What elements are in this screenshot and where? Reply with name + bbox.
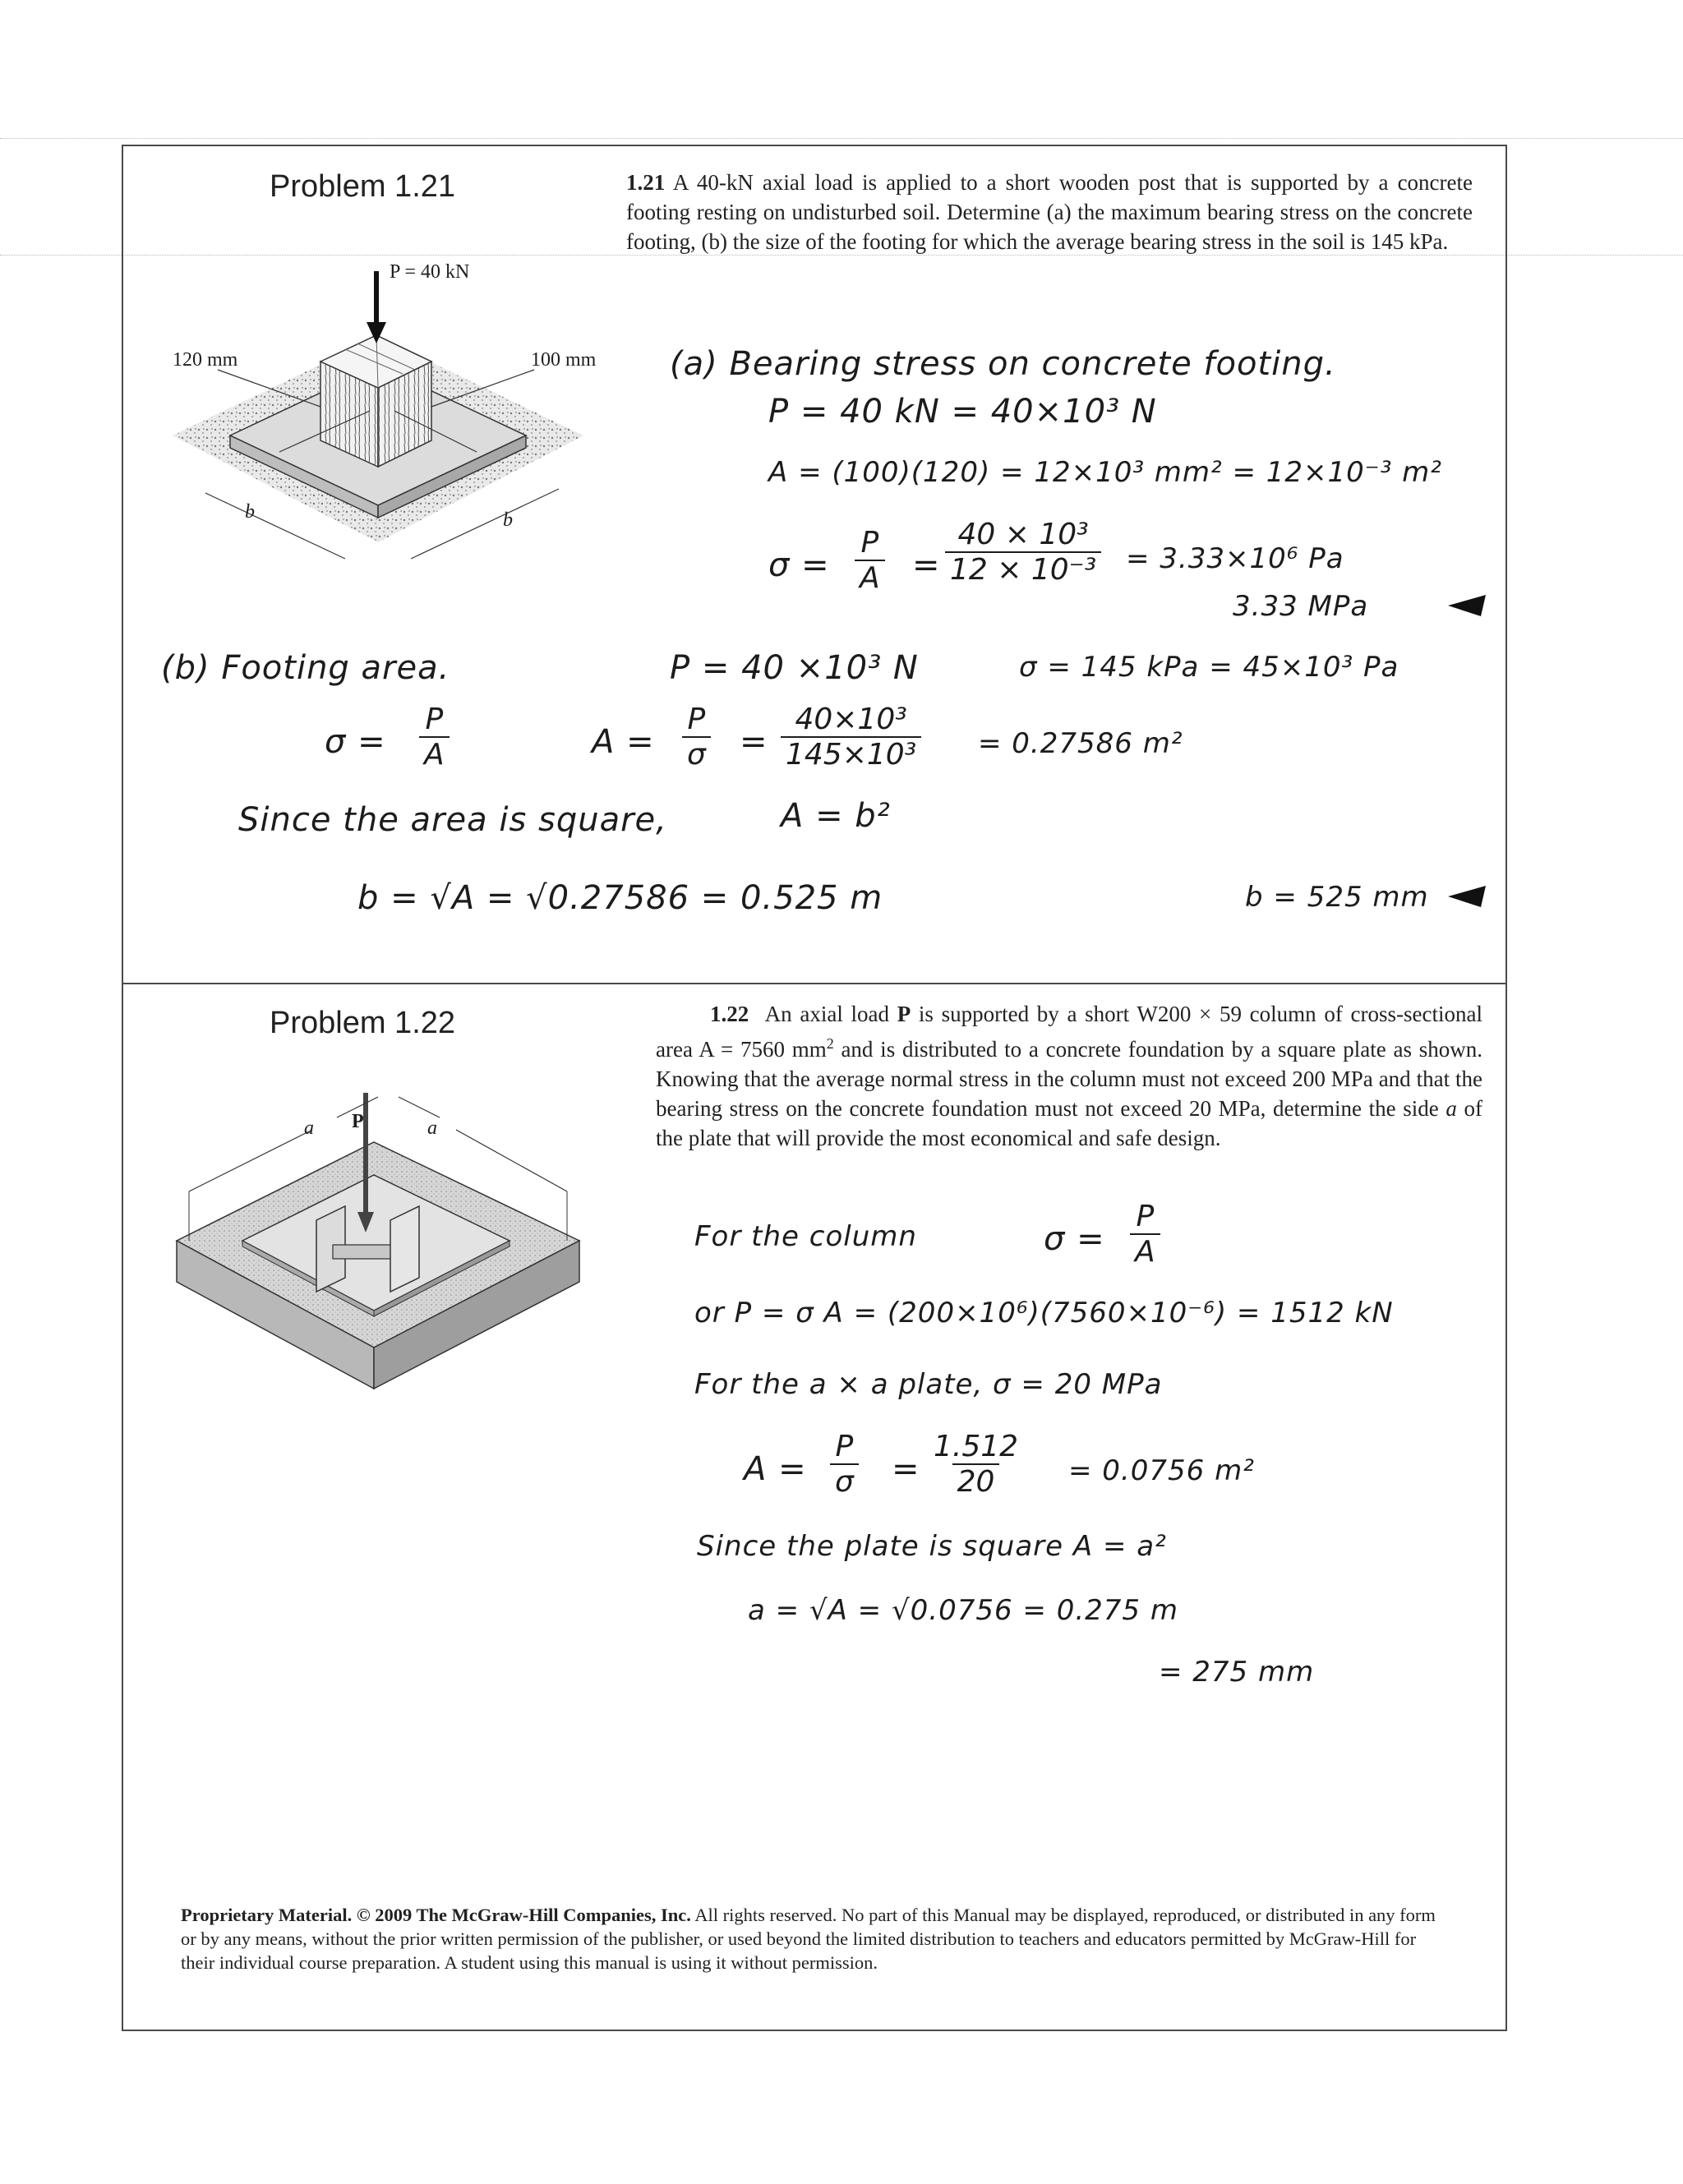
statement-superscript: 2 — [826, 1035, 834, 1052]
solution-121-b-frac2 — [682, 703, 711, 772]
frac-denominator: 145×10³ — [781, 736, 921, 772]
solution-121-b-answer: b = 525 mm — [1245, 881, 1429, 914]
solution-122-plate-label: For the a × a plate, σ = 20 MPa — [694, 1368, 1163, 1401]
frac-denominator: A — [855, 560, 885, 595]
solution-121-a-answer: 3.33 MPa — [1233, 590, 1369, 623]
solution-121-b-load: P = 40 ×10³ N — [670, 649, 919, 687]
solution-121-a-frac1 — [855, 526, 885, 595]
copyright-footer — [181, 1903, 1438, 1974]
frac-numerator: 40 × 10³ — [957, 518, 1089, 551]
figure-121-side-right: b — [503, 509, 513, 531]
figure-121-dim-left: 120 mm — [173, 349, 238, 371]
solution-121-b-eq1: = — [740, 723, 768, 761]
solution-121-a-frac2 — [945, 518, 1101, 587]
footer-bold: Proprietary Material. © 2009 The McGraw-Hill Companies, Inc. — [181, 1905, 691, 1925]
solution-122-col-p: or P = σ A = (200×10⁶)(7560×10⁻⁶) = 1512 kN — [694, 1297, 1394, 1329]
solution-121-b-area-eq: A = b² — [781, 797, 891, 835]
solution-121-a-title: (a) Bearing stress on concrete footing. — [670, 345, 1336, 383]
answer-arrow-icon — [1448, 593, 1487, 618]
solution-122-plate-answer: = 275 mm — [1159, 1656, 1315, 1689]
column-flange-right — [390, 1206, 419, 1292]
figure-122-side-left: a — [304, 1117, 314, 1139]
figure-121-load-label: P = 40 kN — [390, 261, 470, 283]
figure-121-post-footing — [156, 247, 616, 592]
solution-122-plate-area-lhs: A = — [744, 1450, 807, 1488]
problem-122-number: 1.22 — [710, 1002, 749, 1026]
statement-part: is supported by a short W200 × 59 column of cross-sectional area A = 7560 mm — [656, 1002, 1482, 1062]
statement-part: and is distributed to a concrete foundation by a square plate as shown. Knowing that the average normal stress in the column must not exceed 200 MPa and that the bearing stress on the concrete foundation must not exceed 20 MPa, determine the side — [656, 1037, 1482, 1121]
frac-denominator: σ — [830, 1463, 859, 1499]
solution-122-col-frac — [1130, 1200, 1160, 1269]
solution-122-plate-frac2 — [929, 1430, 1023, 1499]
solution-121-b-sigma: σ = 145 kPa = 45×10³ Pa — [1019, 651, 1399, 684]
frac-denominator: A — [1130, 1233, 1160, 1269]
solution-121-b-frac3 — [781, 703, 921, 772]
column-web — [333, 1245, 394, 1259]
solution-121-b-result: = 0.27586 m² — [978, 727, 1183, 760]
frac-denominator: σ — [682, 736, 711, 772]
statement-side-symbol: a — [1446, 1096, 1457, 1121]
frac-numerator: P — [860, 526, 879, 560]
problem-121-statement-text: A 40-kN axial load is applied to a short wooden post that is supported by a concrete footing resting on undisturbed soil. Determine (a) the maximum bearing stress on the concrete footing, (b) the size of the footing for which the average bearing stress in the soil is 145 kPa. — [626, 170, 1473, 254]
problem-122-statement — [656, 999, 1482, 1153]
frac-numerator: P — [687, 703, 706, 736]
solution-121-b-square: Since the area is square, — [238, 801, 667, 839]
solution-122-plate-eq1: = — [892, 1450, 920, 1488]
solution-121-b-sigma-lhs: σ = — [325, 723, 386, 761]
footer-text: All rights reserved. No part of this Manual may be displayed, reproduced, or distributed in any form or by any means, without the prior written permission of the publisher, or used beyond the limited distribution to teachers and educators permitted by McGraw-Hill for their individual course preparation. A student using this manual is using it without permission. — [181, 1905, 1436, 1973]
figure-121-side-left: b — [245, 501, 255, 523]
solution-122-plate-frac1 — [830, 1430, 859, 1499]
problem-121-number: 1.21 — [626, 170, 666, 195]
solution-121-b-title: (b) Footing area. — [161, 649, 450, 687]
solution-122-plate-square: Since the plate is square A = a² — [697, 1530, 1167, 1563]
statement-load-symbol: P — [897, 1002, 911, 1026]
solution-121-a-area: A = (100)(120) = 12×10³ mm² = 12×10⁻³ m² — [768, 456, 1442, 489]
solution-121-a-result: = 3.33×10⁶ Pa — [1126, 542, 1344, 575]
scan-line-top — [0, 138, 1683, 139]
solution-121-a-sigma-lhs: σ = — [768, 546, 830, 584]
statement-part: An axial load — [764, 1002, 897, 1026]
figure-121-dim-right: 100 mm — [531, 349, 597, 371]
solution-122-col-sigma-lhs: σ = — [1044, 1220, 1105, 1258]
solution-121-a-eq1: = — [912, 546, 941, 584]
figure-122-side-right: a — [427, 1117, 437, 1139]
frac-numerator: P — [1136, 1200, 1155, 1233]
figure-122-load-label: P — [352, 1111, 364, 1132]
statement-part: of the plate that will provide the most economical and safe design. — [656, 1096, 1483, 1150]
solution-122-col-label: For the column — [694, 1220, 917, 1253]
frac-denominator: 20 — [952, 1463, 1000, 1499]
problem-121-heading: Problem 1.21 — [270, 169, 456, 204]
frac-numerator: P — [835, 1430, 854, 1463]
solution-121-a-load: P = 40 kN = 40×10³ N — [768, 393, 1157, 431]
frac-numerator: P — [425, 703, 444, 736]
solution-121-b-area-lhs: A = — [592, 723, 655, 761]
answer-arrow-icon — [1448, 884, 1487, 909]
frac-denominator: 12 × 10⁻³ — [945, 551, 1101, 587]
frac-denominator: A — [419, 736, 450, 772]
frac-numerator: 1.512 — [934, 1430, 1019, 1463]
solution-121-b-frac1 — [419, 703, 450, 772]
figure-122-column-plate — [168, 1076, 596, 1405]
problem-divider — [122, 983, 1507, 984]
frac-numerator: 40×10³ — [795, 703, 907, 736]
solution-121-b-root: b = √A = √0.27586 = 0.525 m — [357, 879, 883, 917]
problem-122-heading: Problem 1.22 — [270, 1006, 456, 1040]
solution-122-plate-result: = 0.0756 m² — [1068, 1454, 1255, 1487]
problem-121-statement — [626, 168, 1473, 256]
solution-122-plate-root: a = √A = √0.0756 = 0.275 m — [748, 1594, 1178, 1627]
